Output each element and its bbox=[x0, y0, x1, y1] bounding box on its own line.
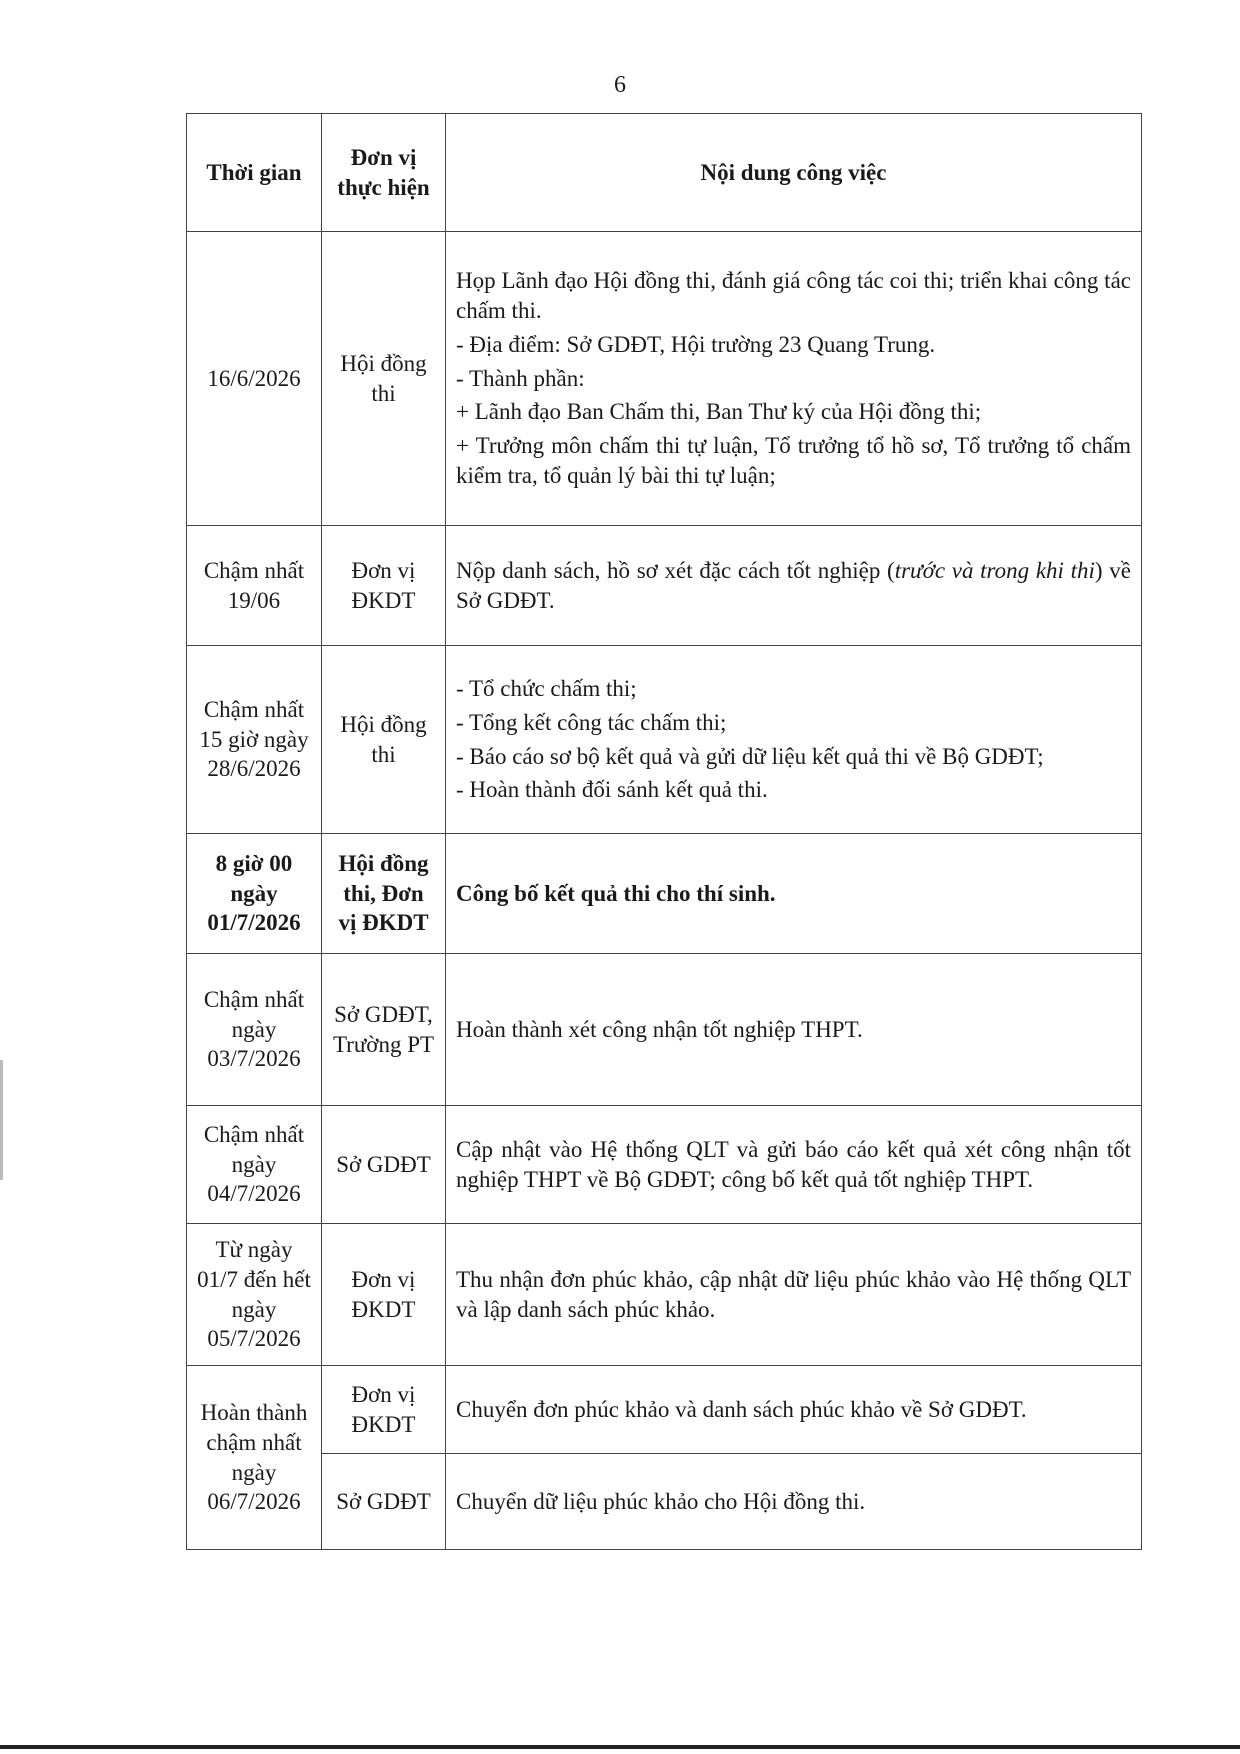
unit-cell: Hội đồng thi bbox=[322, 646, 446, 834]
content-line: - Tổ chức chấm thi; bbox=[456, 675, 637, 701]
time-cell: Chậm nhất ngày 03/7/2026 bbox=[187, 954, 322, 1106]
table-row bbox=[187, 1366, 1142, 1454]
table-row bbox=[187, 1106, 1142, 1224]
unit-cell: Đơn vị ĐKDT bbox=[322, 1366, 446, 1454]
unit-cell: Sở GDĐT bbox=[322, 1106, 446, 1224]
content-line: - Thành phần: bbox=[456, 365, 585, 391]
time-cell: Từ ngày 01/7 đến hết ngày 05/7/2026 bbox=[187, 1224, 322, 1366]
content-cell bbox=[446, 526, 1142, 646]
content-line: - Hoàn thành đối sánh kết quả thi. bbox=[456, 777, 768, 803]
time-cell: 8 giờ 00 ngày 01/7/2026 bbox=[187, 834, 322, 954]
table-row bbox=[187, 1454, 1142, 1550]
table-row bbox=[187, 954, 1142, 1106]
content-italic-text: trước và trong khi thi bbox=[894, 557, 1095, 583]
content-line bbox=[456, 556, 1131, 616]
content-line: - Tổng kết công tác chấm thi; bbox=[456, 709, 727, 735]
header-content: Nội dung công việc bbox=[446, 114, 1142, 232]
table-row bbox=[187, 646, 1142, 834]
table-header-row bbox=[187, 114, 1142, 232]
content-cell bbox=[446, 1106, 1142, 1224]
content-cell bbox=[446, 646, 1142, 834]
content-line: Cập nhật vào Hệ thống QLT và gửi báo cáo kết quả xét công nhận tốt nghiệp THPT về Bộ GDĐT; công bố kết quả tốt nghiệp THPT. bbox=[456, 1136, 1131, 1192]
content-text: ) về Sở GDĐT. bbox=[456, 557, 1131, 613]
table-row bbox=[187, 526, 1142, 646]
header-time: Thời gian bbox=[187, 114, 322, 232]
unit-cell: Sở GDĐT bbox=[322, 1454, 446, 1550]
unit-cell: Đơn vị ĐKDT bbox=[322, 1224, 446, 1366]
time-cell: Chậm nhất ngày 04/7/2026 bbox=[187, 1106, 322, 1224]
scan-edge-mark bbox=[0, 1060, 3, 1180]
content-line: + Trưởng môn chấm thi tự luận, Tổ trưởng tổ hồ sơ, Tổ trưởng tổ chấm kiểm tra, tổ quản lý bài thi tự luận; bbox=[456, 433, 1131, 489]
content-line: + Lãnh đạo Ban Chấm thi, Ban Thư ký của Hội đồng thi; bbox=[456, 399, 982, 425]
table-row bbox=[187, 232, 1142, 526]
unit-cell: Hội đồng thi bbox=[322, 232, 446, 526]
content-cell bbox=[446, 232, 1142, 526]
time-cell: Chậm nhất 19/06 bbox=[187, 526, 322, 646]
scan-bottom-border bbox=[0, 1745, 1240, 1749]
content-line: Họp Lãnh đạo Hội đồng thi, đánh giá công tác coi thi; triển khai công tác chấm thi. bbox=[456, 267, 1131, 323]
content-cell: Công bố kết quả thi cho thí sinh. bbox=[446, 834, 1142, 954]
page-number: 6 bbox=[614, 72, 626, 98]
unit-cell: Đơn vị ĐKDT bbox=[322, 526, 446, 646]
content-text: Nộp danh sách, hồ sơ xét đặc cách tốt nghiệp ( bbox=[456, 557, 895, 583]
header-unit: Đơn vị thực hiện bbox=[322, 114, 446, 232]
unit-cell: Hội đồng thi, Đơn vị ĐKDT bbox=[322, 834, 446, 954]
content-line: Thu nhận đơn phúc khảo, cập nhật dữ liệu phúc khảo vào Hệ thống QLT và lập danh sách phúc khảo. bbox=[456, 1266, 1131, 1322]
content-line: - Báo cáo sơ bộ kết quả và gửi dữ liệu kết quả thi về Bộ GDĐT; bbox=[456, 743, 1044, 769]
content-cell: Chuyển đơn phúc khảo và danh sách phúc khảo về Sở GDĐT. bbox=[446, 1366, 1142, 1454]
time-cell: 16/6/2026 bbox=[187, 232, 322, 526]
content-line: - Địa điểm: Sở GDĐT, Hội trường 23 Quang Trung. bbox=[456, 331, 936, 357]
content-cell: Hoàn thành xét công nhận tốt nghiệp THPT. bbox=[446, 954, 1142, 1106]
schedule-table bbox=[186, 113, 1142, 1550]
content-cell: Chuyển dữ liệu phúc khảo cho Hội đồng thi. bbox=[446, 1454, 1142, 1550]
time-cell: Hoàn thành chậm nhất ngày 06/7/2026 bbox=[187, 1366, 322, 1550]
unit-cell: Sở GDĐT, Trường PT bbox=[322, 954, 446, 1106]
table-row bbox=[187, 1224, 1142, 1366]
table-row bbox=[187, 834, 1142, 954]
time-cell: Chậm nhất 15 giờ ngày 28/6/2026 bbox=[187, 646, 322, 834]
content-cell bbox=[446, 1224, 1142, 1366]
